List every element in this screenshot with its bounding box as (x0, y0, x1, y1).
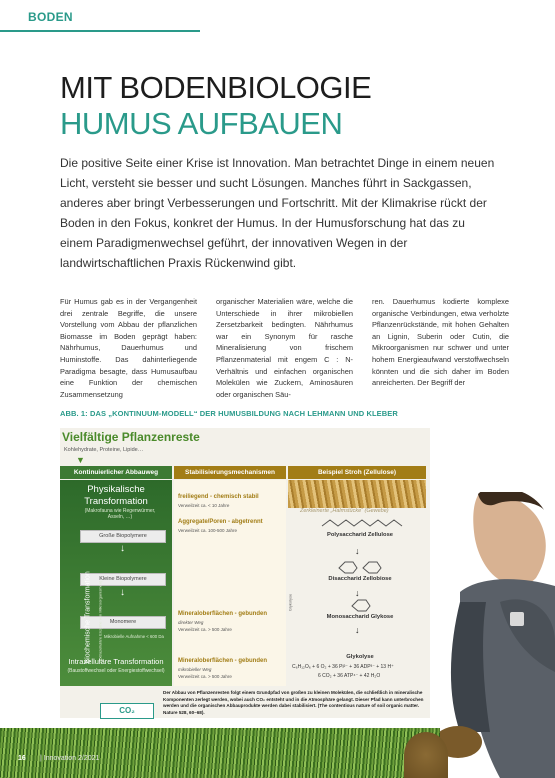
chem-polysaccharid: Polysaccharid Zellulose (326, 532, 394, 538)
phys-subtitle: (Makrofauna wie Regenwürmer, Asseln, …) (84, 508, 156, 520)
stab-sub2-3: direkter Weg (178, 620, 204, 625)
stab-sub-1: Verweilzeit ca. < 10 Jahre (178, 503, 230, 508)
co2-box: CO₂ (100, 703, 154, 719)
stab-sub-4: Verweilzeit ca. > 500 Jahre (178, 674, 232, 679)
figure-title: Vielfältige Pflanzenreste (62, 430, 200, 444)
intra-subtitle: (Baustoffwechsel oder Energiestoffwechsel) (67, 668, 165, 674)
box-grosse-biopolymere: Große Biopolymere (80, 530, 166, 543)
stab-title-1: freiliegend - chemisch stabil (178, 494, 259, 500)
equation-1: C₆H₁₂O₆ + 6 O₂ + 36 Pi²⁻ + 36 ADP³⁻ + 13 H⁺ (292, 664, 394, 670)
chem-glykolyse: Glykolyse (346, 654, 374, 660)
stab-sub-2: Verweilzeit ca. 100-500 Jahre (178, 528, 238, 533)
stab-title-4: Mineraloberflächen - gebunden (178, 658, 268, 664)
straw-photo (288, 480, 426, 508)
col-head-beispiel: Beispiel Stroh (Zellulose) (288, 466, 426, 479)
stab-title-3: Mineraloberflächen - gebunden (178, 611, 268, 617)
side-label: Glykolyse (287, 593, 293, 612)
section-label: BODEN (28, 10, 73, 24)
microbial-uptake-note: Mikrobielle Aufnahme < 600 Da (104, 634, 164, 639)
col-head-abbau: Kontinuierlicher Abbauweg (60, 466, 172, 479)
soil-clump (404, 732, 448, 778)
box-kleine-biopolymere: Kleine Biopolymere (80, 573, 166, 586)
cellulose-structure-icon (320, 516, 410, 530)
body-column-2: organischer Materialien wäre, welche die Unterschiede in ihrer mikrobiellen Zersetzbarkeit bedingten. Nährhumus war ein Synonym für rasche Mineralisierung von frischem Pflanzenmaterial mit engem C : N-Verhältnis und einfachen organischen Molekülen wie Zuckern, Aminosäuren oder organischen Säu- (216, 297, 353, 399)
farmer-photo (440, 492, 555, 778)
section-rule (0, 30, 200, 32)
headline-line2: HUMUS AUFBAUEN (60, 106, 343, 141)
chem-monosaccharid: Monosaccharid Glykose (326, 614, 394, 620)
arrow-down-icon: ↓ (355, 588, 360, 598)
disaccharide-structure-icon (335, 560, 385, 574)
stab-sub2-4: mikrobieller Weg (178, 667, 212, 672)
vertical-sublabel: (Extrazelluläre Enzyme von Mikroorganismen) (97, 580, 103, 663)
lead-paragraph: Die positive Seite einer Krise ist Innovation. Man betrachtet Dinge in einem neuen Licht, versteht sie besser und sucht Lösungen. Manches führt in Sackgassen, anderes aber bringt Verbesserungen und Fortschritt. Mit der Klimakrise rückt der Boden in den Fokus, konkret der Humus. In der Humusforschung hat das zu einem Paradigmenwechsel geführt, der innovativen Wegen in der landwirtschaftlichen Praxis Rückenwind gibt. (60, 156, 495, 270)
headline-line1: MIT BODENBIOLOGIE (60, 70, 372, 105)
box-monomere: Monomere (80, 616, 166, 629)
arrow-down-icon: ↓ (120, 543, 125, 554)
body-column-3: ren. Dauerhumus kodierte komplexe organische Verbindungen, etwa verholzte Pflanzenrückstände, mit hohen Gehalten an Lignin, Suberin oder Cutin, die Mikroorganismen nur schwer und unter hohem Energieaufwand verstoffwechseln könnten und die sich daher im Boden anreicherten. Der Begriff der (372, 297, 509, 388)
intra-title: Intrazelluläre Transformation (68, 657, 164, 666)
arrow-down-icon: ↓ (120, 587, 125, 598)
photo-label: Zerkleinerte „Halmstücke“ (Gewebe) (300, 508, 389, 514)
figure-subtitle: Kohlehydrate, Proteine, Lipide… (64, 447, 144, 453)
footer-publication: | Innovation 2/2021 (40, 755, 100, 762)
stab-sub-3: Verweilzeit ca. > 500 Jahre (178, 627, 232, 632)
figure-note: Der Abbau von Pflanzenresten folgt einem Grundpfad von großen zu kleinen Molekülen, die schließlich in mineralische Komponenten zerlegt werden, wobei auch CO₂ entsteht und in die Atmosphäre gelangt. Dieser Pfad kann unterbrochen werden und die organischen Abbauprodukte werden dabei stabilisiert. (The contentious nature of soil organic matter. Nature 528, 60–68). (163, 690, 424, 715)
equation-2: 6 CO₂ + 36 ATP⁴⁻ + 42 H₂O (318, 673, 381, 679)
arrow-down-icon: ▼ (76, 455, 85, 465)
stab-title-2: Aggregate/Poren - abgetrennt (178, 519, 263, 525)
body-column-1: Für Humus gab es in der Vergangenheit drei zentrale Begriffe, die unsere Vorstellung vom Abbau der pflanzlichen Biomasse im Boden geprägt haben: Nährhumus, Dauerhumus und Huminstoffe. Das dahinterliegende Paradigma besagte, dass Humusaufbau eine Funktion der chemischen Zusammensetzung (60, 297, 197, 399)
vertical-label: Biochemische Transformation (84, 571, 92, 664)
stabilisierung-column (174, 480, 286, 686)
phys-title: Physikalische Transformation (84, 484, 148, 507)
col-head-stabilisierung: Stabilisierungsmechanismen (174, 466, 286, 479)
page-number: 16 (18, 755, 26, 762)
chem-disaccharid: Disaccharid Zellobiose (328, 576, 392, 582)
arrow-down-icon: ↓ (355, 625, 360, 635)
arrow-down-icon: ↓ (355, 546, 360, 556)
figure-caption: ABB. 1: DAS „KONTINUUM-MODELL“ DER HUMUSBILDUNG NACH LEHMANN UND KLEBER (60, 409, 398, 418)
glucose-structure-icon (348, 598, 374, 612)
